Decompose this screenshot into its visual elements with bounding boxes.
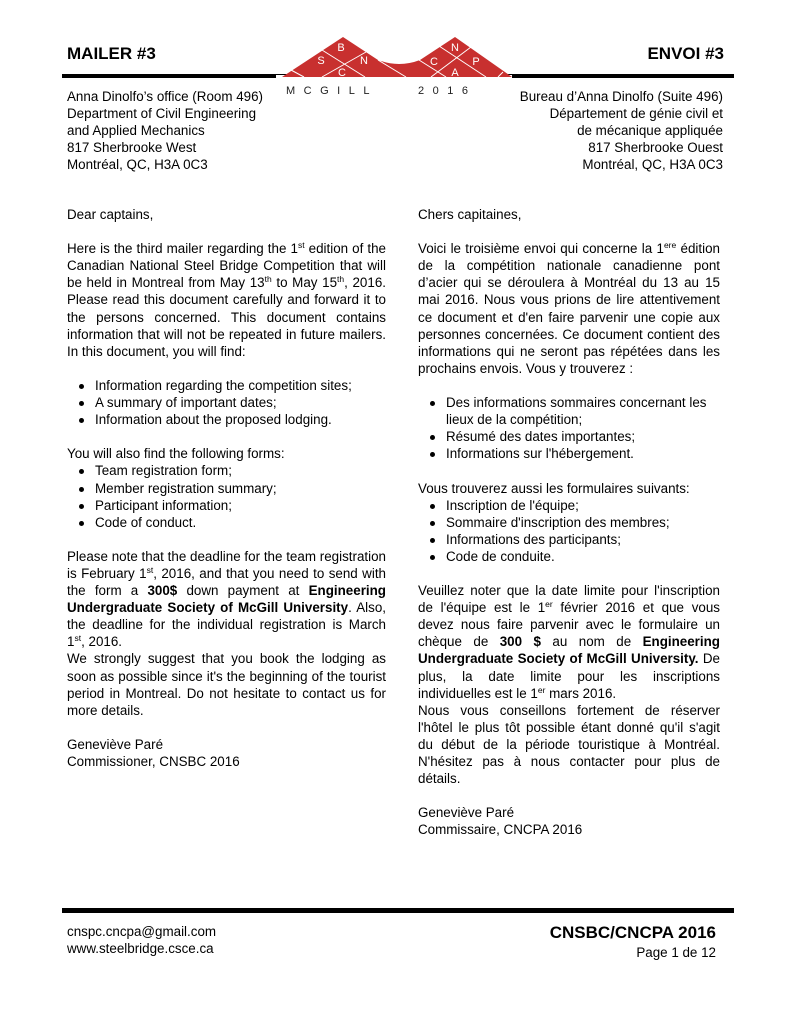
footer-rule xyxy=(62,908,734,913)
bullet-list xyxy=(67,377,386,428)
svg-text:B: B xyxy=(337,42,345,54)
address-line: Department of Civil Engineering xyxy=(67,106,257,122)
bullet-list xyxy=(418,497,720,565)
list-item: Code of conduct. xyxy=(95,514,386,531)
list-item: Résumé des dates importantes; xyxy=(446,428,720,445)
footer-brand: CNSBC/CNCPA 2016 xyxy=(549,923,716,942)
svg-text:C: C xyxy=(430,56,438,68)
svg-text:S: S xyxy=(317,55,325,67)
superscript: st xyxy=(146,564,154,575)
paragraph xyxy=(67,650,386,718)
svg-text:C: C xyxy=(338,67,346,79)
text-run: Geneviève Paré xyxy=(418,805,515,821)
paragraph xyxy=(418,240,720,377)
list-item: Team registration form; xyxy=(95,462,386,479)
text-run: Here is the third mailer regarding the 1 xyxy=(67,241,298,257)
english-column xyxy=(67,206,386,787)
text-run: Geneviève Paré xyxy=(67,736,164,752)
address-line: 817 Sherbrooke West xyxy=(67,140,197,156)
svg-text:N: N xyxy=(360,55,368,67)
list-item: Information about the proposed lodging. xyxy=(95,411,386,428)
address-line: Anna Dinolfo’s office (Room 496) xyxy=(67,89,264,104)
svg-text:2016: 2016 xyxy=(418,85,477,96)
text-run: down payment at xyxy=(177,583,309,599)
paragraph xyxy=(67,753,386,770)
superscript: er xyxy=(545,599,553,610)
address-line: 817 Sherbrooke Ouest xyxy=(588,140,723,156)
text-run: février 2016 et que vous devez nous faire parvenir avec le formulaire un chèque de xyxy=(418,600,720,650)
paragraph xyxy=(67,240,386,360)
paragraph xyxy=(418,702,720,787)
text-run: , 2016. Please read this document carefully and forward it to the persons concerned. This document contains information that will not be repeated in future mailers. In this document, you will find: xyxy=(67,275,386,359)
text-run: Commissioner, CNSBC 2016 xyxy=(67,754,240,769)
svg-text:A: A xyxy=(451,67,459,79)
mailer-title-en: MAILER #3 xyxy=(67,44,156,63)
list-item: A summary of important dates; xyxy=(95,394,386,411)
address-en xyxy=(67,88,263,173)
text-run: mars 2016. xyxy=(545,685,617,701)
bold-text: Engineering Undergraduate Society of McGill University xyxy=(67,583,386,616)
superscript: st xyxy=(297,240,305,251)
french-column xyxy=(418,206,720,856)
text-run: . Also, the deadline for the individual registration is March 1 xyxy=(67,600,386,650)
svg-text:P: P xyxy=(472,56,480,68)
address-line: Montréal, QC, H3A 0C3 xyxy=(67,157,208,173)
svg-text:MCGILL: MCGILL xyxy=(286,85,378,96)
address-line: de mécanique appliquée xyxy=(577,123,723,139)
text-run: Veuillez noter que la date limite pour l'inscription de l'équipe est le 1 xyxy=(418,583,720,616)
page-number: Page 1 de 12 xyxy=(636,945,716,960)
footer-website[interactable]: www.steelbridge.csce.ca xyxy=(67,941,214,956)
superscript: er xyxy=(537,684,546,695)
paragraph xyxy=(418,821,720,838)
list-item: Sommaire d'inscription des membres; xyxy=(446,514,720,531)
list-item: Inscription de l'équipe; xyxy=(446,497,720,514)
superscript: ere xyxy=(663,240,677,251)
list-item: Participant information; xyxy=(95,497,386,514)
text-run: to May 15 xyxy=(271,275,338,291)
superscript: th xyxy=(264,274,272,285)
bold-text: Engineering Undergraduate Society of McGill University. xyxy=(418,634,720,667)
address-fr xyxy=(520,88,723,173)
text-run: Commissaire, CNCPA 2016 xyxy=(418,822,583,838)
bullet-list xyxy=(418,394,720,462)
list-item: Information regarding the competition sites; xyxy=(95,377,386,394)
bold-text: 300$ xyxy=(147,583,178,599)
list-item: Member registration summary; xyxy=(95,480,386,497)
text-run: , 2016. xyxy=(81,634,123,650)
text-run: , 2016, and that you need to send with the form a xyxy=(67,565,386,599)
text-run: You will also find the following forms: xyxy=(67,446,285,462)
paragraph xyxy=(418,582,720,702)
paragraph xyxy=(67,548,386,651)
paragraph xyxy=(418,480,720,497)
address-line: Département de génie civil et xyxy=(549,106,723,122)
text-run: Chers capitaines, xyxy=(418,207,522,222)
svg-text:N: N xyxy=(451,42,459,54)
list-item: Code de conduite. xyxy=(446,548,720,565)
text-run: au nom de xyxy=(540,634,643,650)
text-run: Dear captains, xyxy=(67,207,154,222)
bold-text: 300 $ xyxy=(499,634,541,650)
list-item: Des informations sommaires concernant les lieux de la compétition; xyxy=(446,394,720,428)
paragraph xyxy=(418,206,720,223)
list-item: Informations des participants; xyxy=(446,531,720,548)
text-run: Nous vous conseillons fortement de réserver l'hôtel le plus tôt possible étant donné qu'il s'agit du début de la période touristique à Montréal. N'hésitez pas à nous contacter pour plus de détails. xyxy=(418,702,720,787)
list-item: Informations sur l'hébergement. xyxy=(446,445,720,462)
bullet-list xyxy=(67,462,386,530)
footer-email[interactable]: cnspc.cncpa@gmail.com xyxy=(67,924,217,939)
mailer-title-fr: ENVOI #3 xyxy=(647,44,724,63)
text-run: edition of the Canadian National Steel Bridge Competition that will be held in Montreal from May 13 xyxy=(67,241,387,291)
paragraph xyxy=(418,804,720,821)
superscript: th xyxy=(337,274,345,285)
text-run: Vous trouverez aussi les formulaires suivants: xyxy=(418,480,690,496)
text-run: We strongly suggest that you book the lodging as soon as possible since it's the beginning of the tourist period in Montreal. Do not hesitate to contact us for more details. xyxy=(67,651,386,718)
address-line: Montréal, QC, H3A 0C3 xyxy=(582,157,723,173)
text-run: édition de la compétition nationale canadienne pont d’acier qui se déroulera à Montréal du 13 au 15 mai 2016. Nous vous prions de lire attentivement ce document et d'en faire parvenir une copie aux personnes concernées. Ce document contient des informations qui ne seront pas répétées dans les prochains envois. Vous y trouverez : xyxy=(418,241,720,376)
paragraph xyxy=(67,445,386,462)
address-line: and Applied Mechanics xyxy=(67,123,205,139)
cnsbc-logo xyxy=(276,34,512,96)
text-run: De plus, la date limite pour les inscriptions individuelles est le 1 xyxy=(418,651,721,701)
paragraph xyxy=(67,206,386,223)
text-run: Please note that the deadline for the team registration is February 1 xyxy=(67,548,386,581)
superscript: st xyxy=(74,633,82,644)
text-run: Voici le troisième envoi qui concerne la 1 xyxy=(418,241,664,257)
paragraph xyxy=(67,736,386,753)
address-line: Bureau d’Anna Dinolfo (Suite 496) xyxy=(519,89,723,104)
